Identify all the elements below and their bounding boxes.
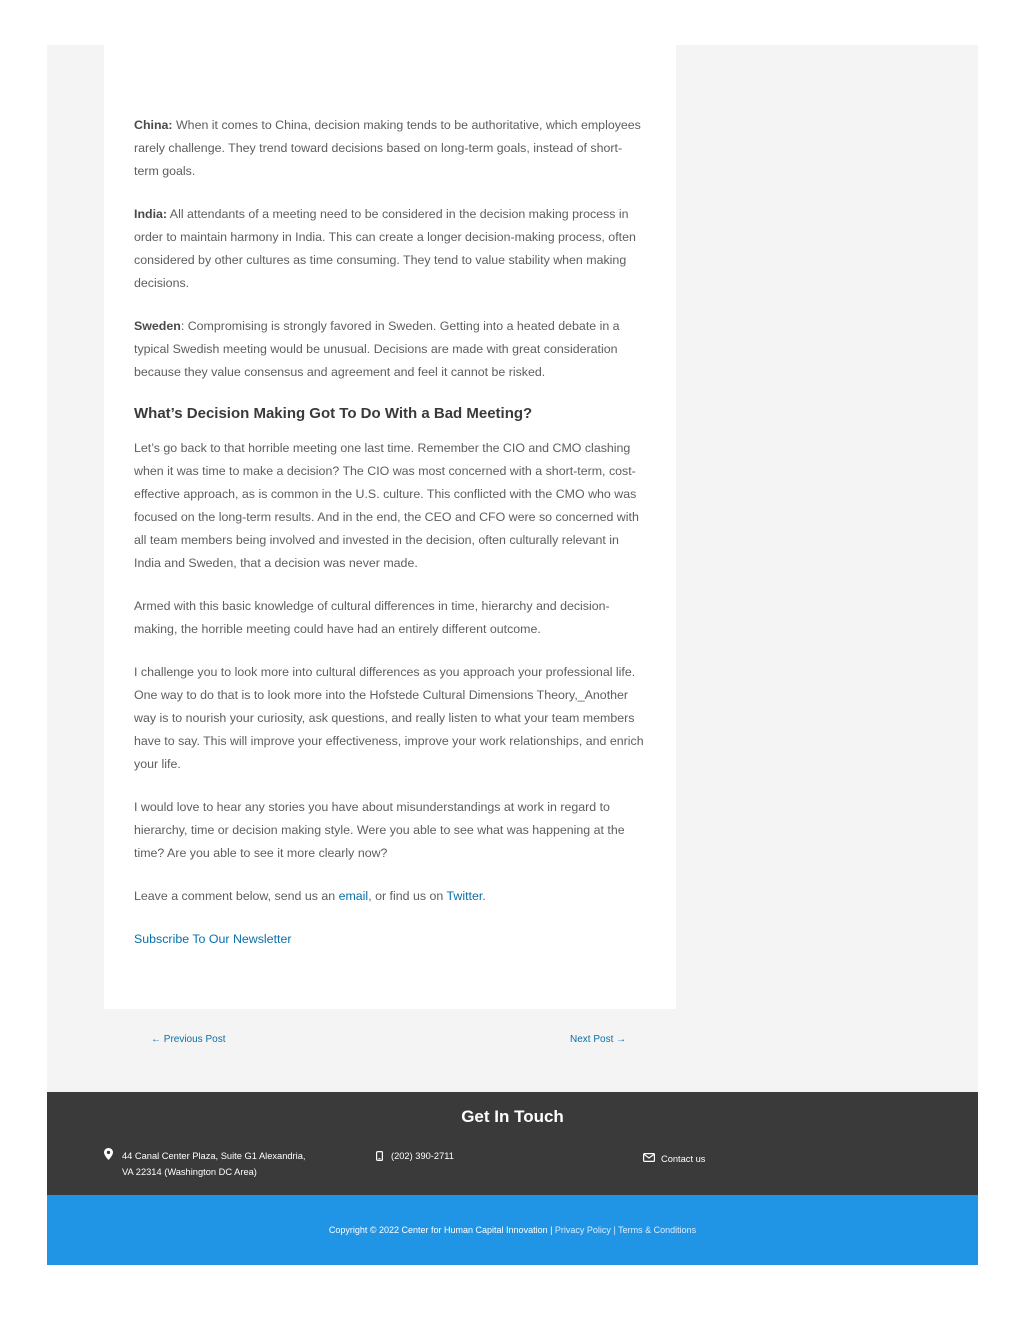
address-line-1: 44 Canal Center Plaza, Suite G1 Alexandria, xyxy=(122,1151,306,1161)
address-text xyxy=(104,1148,334,1180)
paragraph-stories: I would love to hear any stories you have about misunderstandings at work in regard to hierarchy, time or decision making style. Were you able to see what was happening at the time? Are you able to see it more clearly now? xyxy=(134,800,625,860)
privacy-policy-link[interactable]: Privacy Policy xyxy=(554,1225,611,1235)
footer-address xyxy=(104,1148,334,1180)
cta-prefix: Leave a comment below, send us an xyxy=(134,889,339,903)
cta-suffix: . xyxy=(482,889,486,903)
footer-title: Get In Touch xyxy=(461,1107,564,1126)
india-text: All attendants of a meeting need to be considered in the decision making process in order to maintain harmony in India. This can create a longer decision-making process, often considered by other cultures as time consuming. They tend to value stability when making decisions. xyxy=(134,207,636,290)
paragraph-challenge: I challenge you to look more into cultural differences as you approach your professional life. One way to do that is to look more into the Hofstede Cultural Dimensions Theory,_Another way is to nourish your curiosity, ask questions, and really listen to what your team members have to say. This will improve your effectiveness, improve your work relationships, and enrich your life. xyxy=(134,665,644,771)
footer xyxy=(47,1092,978,1195)
paragraph-china xyxy=(134,114,646,183)
map-pin-icon xyxy=(104,1148,113,1160)
cta-middle: , or find us on xyxy=(368,889,447,903)
paragraph-bad-meeting: Let’s go back to that horrible meeting one last time. Remember the CIO and CMO clashing when it was time to make a decision? The CIO was most concerned with a short-term, cost-effective approach, as is common in the U.S. culture. This conflicted with the CMO who was focused on the long-term results. And in the end, the CEO and CFO were so concerned with all team members being involved and invested in the decision, often culturally relevant in India and Sweden, that a decision was never made. xyxy=(134,441,639,570)
contact-us-link[interactable] xyxy=(643,1151,763,1167)
sweden-label: Sweden xyxy=(134,319,181,333)
previous-post-link[interactable]: ← Previous Post xyxy=(151,1034,226,1045)
contact-us-label: Contact us xyxy=(661,1154,706,1164)
site-container xyxy=(47,45,978,1092)
mobile-phone-icon xyxy=(376,1151,383,1161)
phone-text: (202) 390-2711 xyxy=(391,1151,454,1161)
envelope-icon xyxy=(643,1153,655,1162)
article-body xyxy=(134,114,646,971)
footer-phone xyxy=(376,1148,536,1164)
sweden-text: : Compromising is strongly favored in Sweden. Getting into a heated debate in a typical Swedish meeting would be unusual. Decisions are made with great consideration because they value consensus and agreement and feel it cannot be risked. xyxy=(134,319,620,379)
copyright-bar xyxy=(47,1195,978,1265)
article-card xyxy=(104,45,676,1009)
footer-separator: | xyxy=(610,1225,619,1235)
copyright-line xyxy=(47,1225,978,1235)
email-link[interactable]: email xyxy=(338,889,369,903)
section-heading: What’s Decision Making Got To Do With a Bad Meeting? xyxy=(134,405,533,422)
china-label: China: xyxy=(134,118,173,132)
copyright-text: Copyright © 2022 Center for Human Capital Innovation | xyxy=(328,1225,555,1235)
china-text: When it comes to China, decision making tends to be authoritative, which employees rarely challenge. They trend toward decisions based on long-term goals, instead of short-term goals. xyxy=(134,118,641,178)
paragraph-cta xyxy=(134,885,646,908)
twitter-link[interactable]: Twitter xyxy=(446,889,483,903)
paragraph-armed: Armed with this basic knowledge of cultural differences in time, hierarchy and decision-making, the horrible meeting could have had an entirely different outcome. xyxy=(134,599,610,636)
address-line-2: VA 22314 (Washington DC Area) xyxy=(122,1167,257,1177)
paragraph-india xyxy=(134,203,646,295)
india-label: India: xyxy=(134,207,168,221)
next-post-link[interactable]: Next Post → xyxy=(570,1034,627,1045)
terms-conditions-link[interactable]: Terms & Conditions xyxy=(618,1225,697,1235)
newsletter-link[interactable]: Subscribe To Our Newsletter xyxy=(134,932,292,946)
paragraph-newsletter xyxy=(134,928,646,951)
paragraph-sweden xyxy=(134,315,646,384)
